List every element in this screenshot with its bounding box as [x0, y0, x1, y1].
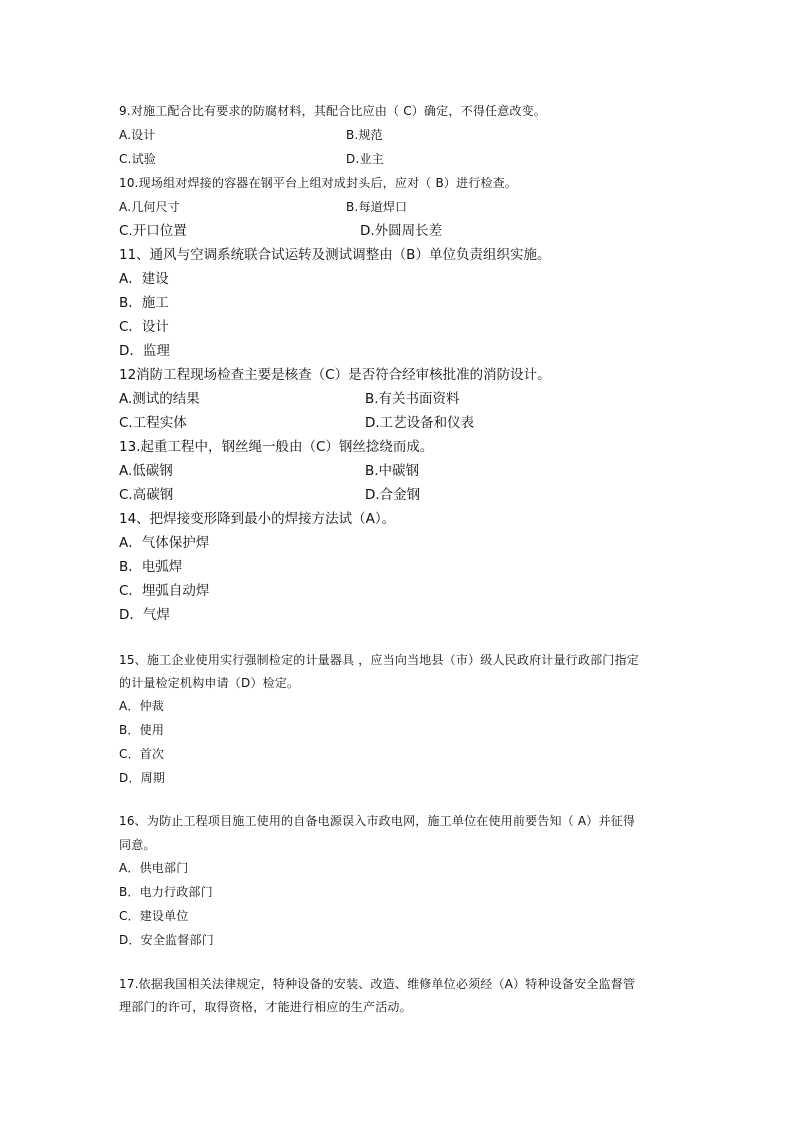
question-16-option-d: D．安全监督部门 [119, 933, 214, 947]
question-14-option-a: A．气体保护焊 [119, 535, 210, 551]
question-14-option-b: B．电弧焊 [119, 559, 183, 575]
question-11-option-d: D．监理 [119, 343, 170, 359]
question-14-option-d: D．气焊 [119, 607, 170, 623]
question-10-option-a: A.几何尺寸 [119, 200, 181, 214]
question-9-option-a: A.设计 [119, 128, 156, 142]
question-16-option-c: C．建设单位 [119, 909, 189, 923]
question-16-option-b: B．电力行政部门 [119, 885, 213, 899]
question-13-option-b: B.中碳钢 [365, 463, 420, 479]
question-15-option-b: B．使用 [119, 723, 165, 737]
question-14-stem: 14、把焊接变形降到最小的焊接方法试（A）。 [119, 511, 396, 527]
question-12-option-b: B.有关书面资料 [365, 391, 460, 407]
question-10-stem: 10.现场组对焊接的容器在钢平台上组对成封头后，应对（ B）进行检查。 [119, 176, 518, 190]
question-10-option-b: B.每道焊口 [346, 200, 408, 214]
question-10-option-d: D.外圆周长差 [360, 223, 443, 239]
question-12-option-c: C.工程实体 [119, 415, 187, 431]
question-13-stem: 13.起重工程中，钢丝绳一般由（C）钢丝捻绕而成。 [119, 439, 434, 455]
question-15-option-a: A．仲裁 [119, 699, 165, 713]
question-13-option-a: A.低碳钢 [119, 463, 173, 479]
question-10-option-c: C.开口位置 [119, 223, 187, 239]
question-9-option-b: B.规范 [346, 128, 383, 142]
question-11-option-b: B．施工 [119, 295, 169, 311]
question-11-option-a: A．建设 [119, 271, 169, 287]
question-9-option-d: D.业主 [346, 152, 384, 166]
question-17-stem-line-1: 17.依据我国相关法律规定，特种设备的安装、改造、维修单位必须经（A）特种设备安全监督管 [119, 977, 636, 991]
question-14-option-c: C．埋弧自动焊 [119, 583, 210, 599]
question-15-option-d: D．周期 [119, 771, 166, 785]
question-15-option-c: C．首次 [119, 747, 165, 761]
question-17-stem-line-2: 理部门的许可，取得资格，才能进行相应的生产活动。 [119, 1000, 412, 1014]
question-12-option-d: D.工艺设备和仪表 [365, 415, 475, 431]
question-13-option-d: D.合金钢 [365, 487, 421, 503]
question-15-stem-line-2: 的计量检定机构申请（D）检定。 [119, 676, 300, 690]
question-13-option-c: C.高碳钢 [119, 487, 174, 503]
question-12-stem: 12消防工程现场检查主要是核查（C）是否符合经审核批准的消防设计。 [119, 367, 551, 383]
question-11-option-c: C．设计 [119, 319, 169, 335]
question-16-option-a: A．供电部门 [119, 861, 189, 875]
question-9-option-c: C.试验 [119, 152, 156, 166]
question-9-stem: 9.对施工配合比有要求的防腐材料，其配合比应由（ C）确定，不得任意改变。 [119, 104, 547, 118]
question-11-stem: 11、通风与空调系统联合试运转及测试调整由（B）单位负责组织实施。 [119, 247, 551, 263]
question-16-stem-line-2: 同意。 [119, 838, 156, 852]
question-16-stem-line-1: 16、为防止工程项目施工使用的自备电源误入市政电网，施工单位在使用前要告知（ A）并征得 [119, 814, 636, 828]
question-15-stem-line-1: 15、施工企业使用实行强制检定的计量器具 ，应当向当地县（市）级人民政府计量行政部门指定 [119, 653, 639, 667]
question-12-option-a: A.测试的结果 [119, 391, 200, 407]
